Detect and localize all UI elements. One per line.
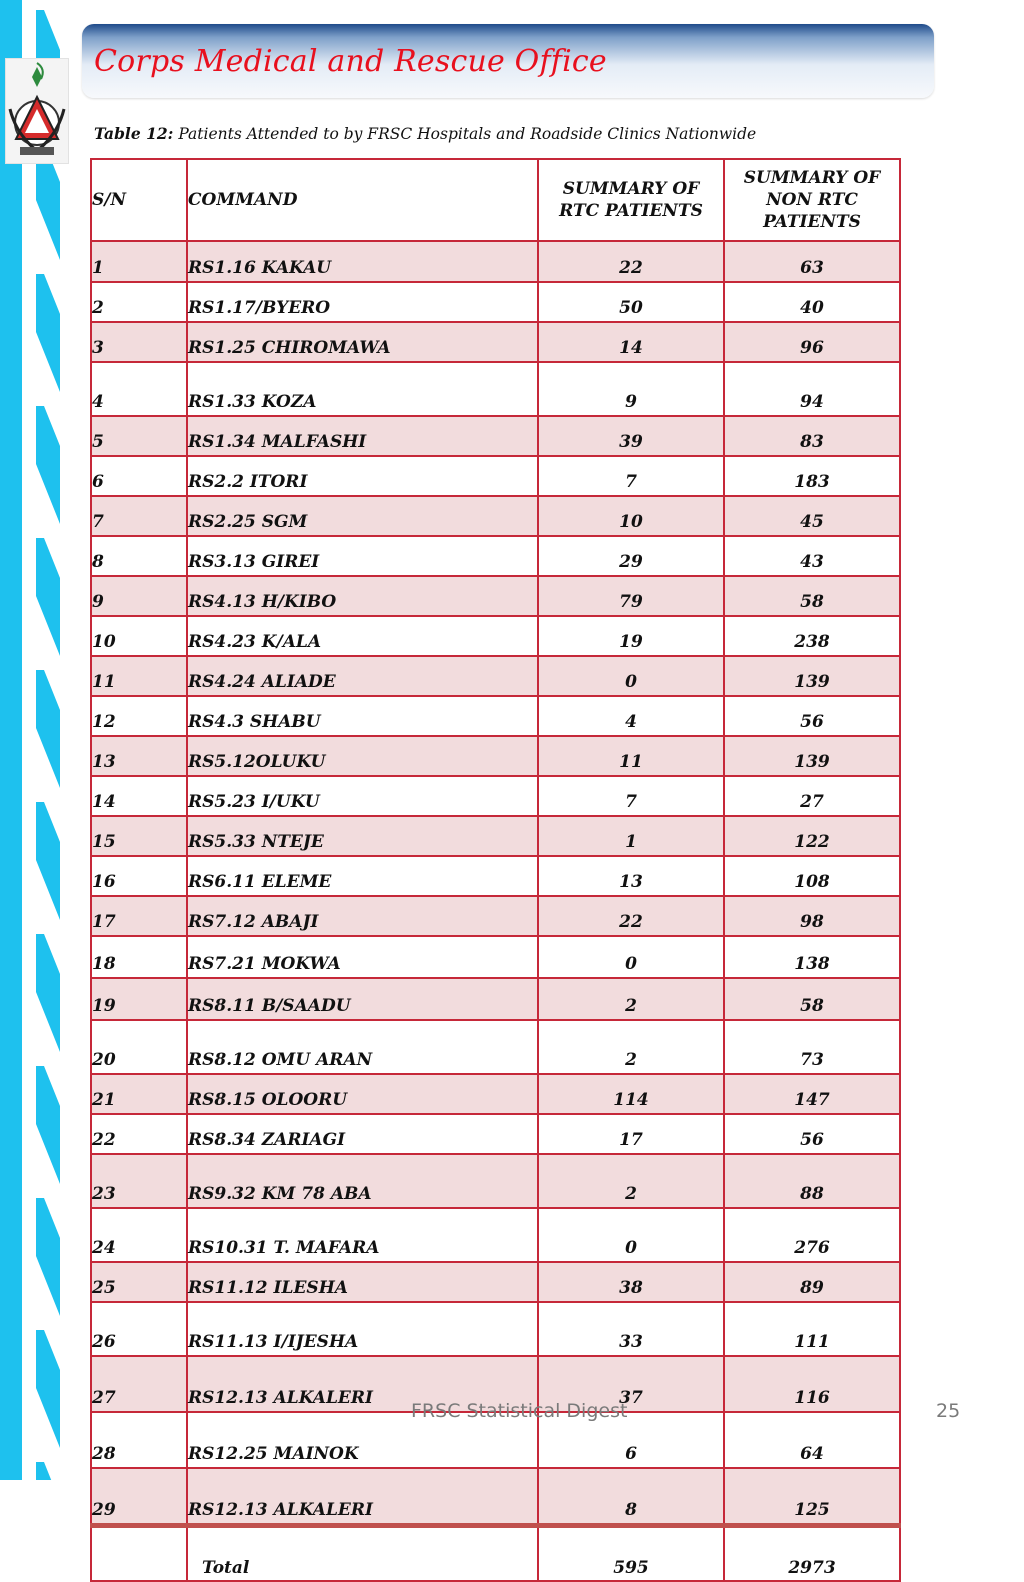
row-non-rtc-patients: 63 [724,241,900,282]
row-non-rtc-patients: 125 [724,1468,900,1526]
row-sn: 21 [91,1074,187,1114]
row-command: RS1.16 KAKAU [187,241,538,282]
row-sn: 25 [91,1262,187,1302]
row-sn: 9 [91,576,187,616]
row-command: RS4.23 K/ALA [187,616,538,656]
table-row [91,776,900,816]
row-non-rtc-patients: 98 [724,896,900,936]
row-rtc-patients: 33 [538,1302,724,1356]
total-sn-blank [91,1526,187,1582]
row-sn: 26 [91,1302,187,1356]
total-rtc-patients: 595 [538,1526,724,1582]
row-non-rtc-patients: 89 [724,1262,900,1302]
table-row [91,362,900,416]
row-command: RS1.25 CHIROMAWA [187,322,538,362]
table-row [91,1208,900,1262]
row-command: RS12.13 ALKALERI [187,1356,538,1412]
row-sn: 8 [91,536,187,576]
row-rtc-patients: 13 [538,856,724,896]
patients-table [90,158,901,1582]
row-rtc-patients: 38 [538,1262,724,1302]
table-row [91,616,900,656]
page-title: Corps Medical and Rescue Office [94,44,607,79]
row-non-rtc-patients: 58 [724,576,900,616]
row-non-rtc-patients: 40 [724,282,900,322]
table-row [91,282,900,322]
row-command: RS10.31 T. MAFARA [187,1208,538,1262]
row-rtc-patients: 4 [538,696,724,736]
table-row [91,536,900,576]
table-row [91,978,900,1020]
row-non-rtc-patients: 139 [724,736,900,776]
row-non-rtc-patients: 64 [724,1412,900,1468]
table-row [91,496,900,536]
row-sn: 2 [91,282,187,322]
table-row [91,241,900,282]
row-sn: 7 [91,496,187,536]
row-sn: 16 [91,856,187,896]
row-rtc-patients: 0 [538,656,724,696]
row-command: RS5.12OLUKU [187,736,538,776]
row-command: RS5.33 NTEJE [187,816,538,856]
row-command: RS3.13 GIREI [187,536,538,576]
row-non-rtc-patients: 88 [724,1154,900,1208]
row-sn: 6 [91,456,187,496]
table-row [91,1154,900,1208]
row-non-rtc-patients: 183 [724,456,900,496]
row-rtc-patients: 17 [538,1114,724,1154]
row-command: RS7.12 ABAJI [187,896,538,936]
table-row [91,1262,900,1302]
table-row [91,416,900,456]
table-row [91,576,900,616]
row-rtc-patients: 114 [538,1074,724,1114]
row-command: RS4.24 ALIADE [187,656,538,696]
row-command: RS6.11 ELEME [187,856,538,896]
row-command: RS8.11 B/SAADU [187,978,538,1020]
row-sn: 10 [91,616,187,656]
header-banner [82,24,934,98]
row-non-rtc-patients: 111 [724,1302,900,1356]
row-sn: 19 [91,978,187,1020]
row-non-rtc-patients: 238 [724,616,900,656]
row-command: RS8.34 ZARIAGI [187,1114,538,1154]
frsc-logo [5,58,69,164]
row-rtc-patients: 9 [538,362,724,416]
row-command: RS7.21 MOKWA [187,936,538,978]
row-non-rtc-patients: 56 [724,696,900,736]
row-rtc-patients: 50 [538,282,724,322]
row-command: RS2.25 SGM [187,496,538,536]
table-row [91,816,900,856]
table-caption [94,124,756,143]
row-non-rtc-patients: 96 [724,322,900,362]
row-non-rtc-patients: 122 [724,816,900,856]
row-command: RS11.13 I/IJESHA [187,1302,538,1356]
row-non-rtc-patients: 45 [724,496,900,536]
row-rtc-patients: 6 [538,1412,724,1468]
row-command: RS8.12 OMU ARAN [187,1020,538,1074]
row-sn: 24 [91,1208,187,1262]
row-non-rtc-patients: 139 [724,656,900,696]
table-row [91,1468,900,1526]
row-sn: 20 [91,1020,187,1074]
row-rtc-patients: 79 [538,576,724,616]
row-rtc-patients: 1 [538,816,724,856]
row-non-rtc-patients: 27 [724,776,900,816]
row-command: RS4.3 SHABU [187,696,538,736]
table-row [91,322,900,362]
row-command: RS11.12 ILESHA [187,1262,538,1302]
row-non-rtc-patients: 73 [724,1020,900,1074]
row-rtc-patients: 7 [538,456,724,496]
row-rtc-patients: 29 [538,536,724,576]
row-command: RS1.33 KOZA [187,362,538,416]
table-row [91,456,900,496]
column-header-command: COMMAND [187,159,538,241]
table-row [91,896,900,936]
row-command: RS4.13 H/KIBO [187,576,538,616]
row-non-rtc-patients: 138 [724,936,900,978]
column-header-non-rtc: SUMMARY OF NON RTC PATIENTS [724,159,900,241]
row-rtc-patients: 22 [538,241,724,282]
row-rtc-patients: 2 [538,1154,724,1208]
row-sn: 28 [91,1412,187,1468]
row-rtc-patients: 2 [538,1020,724,1074]
row-command: RS8.15 OLOORU [187,1074,538,1114]
row-rtc-patients: 39 [538,416,724,456]
row-rtc-patients: 14 [538,322,724,362]
row-sn: 3 [91,322,187,362]
table-row [91,696,900,736]
table-total-row [91,1526,900,1582]
side-stripe-decoration [0,0,62,1480]
row-sn: 17 [91,896,187,936]
row-rtc-patients: 8 [538,1468,724,1526]
table-row [91,736,900,776]
table-caption-label: Table 12: [94,124,174,143]
row-sn: 5 [91,416,187,456]
row-command: RS2.2 ITORI [187,456,538,496]
table-row [91,856,900,896]
row-command: RS12.25 MAINOK [187,1412,538,1468]
table-caption-text: Patients Attended to by FRSC Hospitals and Roadside Clinics Nationwide [178,125,757,143]
table-row [91,656,900,696]
row-non-rtc-patients: 58 [724,978,900,1020]
row-rtc-patients: 10 [538,496,724,536]
table-row [91,1302,900,1356]
total-label: Total [187,1526,538,1582]
row-command: RS1.34 MALFASHI [187,416,538,456]
row-non-rtc-patients: 276 [724,1208,900,1262]
table-header-row [91,159,900,241]
row-rtc-patients: 22 [538,896,724,936]
row-rtc-patients: 0 [538,936,724,978]
row-sn: 14 [91,776,187,816]
row-sn: 11 [91,656,187,696]
table-row [91,1074,900,1114]
row-command: RS1.17/BYERO [187,282,538,322]
row-sn: 29 [91,1468,187,1526]
row-sn: 27 [91,1356,187,1412]
row-non-rtc-patients: 56 [724,1114,900,1154]
footer-text: FRSC Statistical Digest [411,1400,628,1422]
row-non-rtc-patients: 43 [724,536,900,576]
row-rtc-patients: 2 [538,978,724,1020]
page-number: 25 [936,1400,961,1422]
row-rtc-patients: 0 [538,1208,724,1262]
column-header-sn: S/N [91,159,187,241]
row-sn: 23 [91,1154,187,1208]
row-sn: 12 [91,696,187,736]
row-non-rtc-patients: 116 [724,1356,900,1412]
row-rtc-patients: 11 [538,736,724,776]
row-sn: 13 [91,736,187,776]
row-rtc-patients: 37 [538,1356,724,1412]
row-command: RS9.32 KM 78 ABA [187,1154,538,1208]
row-non-rtc-patients: 108 [724,856,900,896]
table-row [91,1114,900,1154]
row-sn: 4 [91,362,187,416]
row-command: RS12.13 ALKALERI [187,1468,538,1526]
row-sn: 22 [91,1114,187,1154]
row-sn: 15 [91,816,187,856]
row-rtc-patients: 7 [538,776,724,816]
table-row [91,1020,900,1074]
row-sn: 18 [91,936,187,978]
row-non-rtc-patients: 147 [724,1074,900,1114]
row-sn: 1 [91,241,187,282]
row-rtc-patients: 19 [538,616,724,656]
total-non-rtc-patients: 2973 [724,1526,900,1582]
column-header-rtc: SUMMARY OF RTC PATIENTS [538,159,724,241]
row-non-rtc-patients: 83 [724,416,900,456]
row-command: RS5.23 I/UKU [187,776,538,816]
row-non-rtc-patients: 94 [724,362,900,416]
table-row [91,936,900,978]
